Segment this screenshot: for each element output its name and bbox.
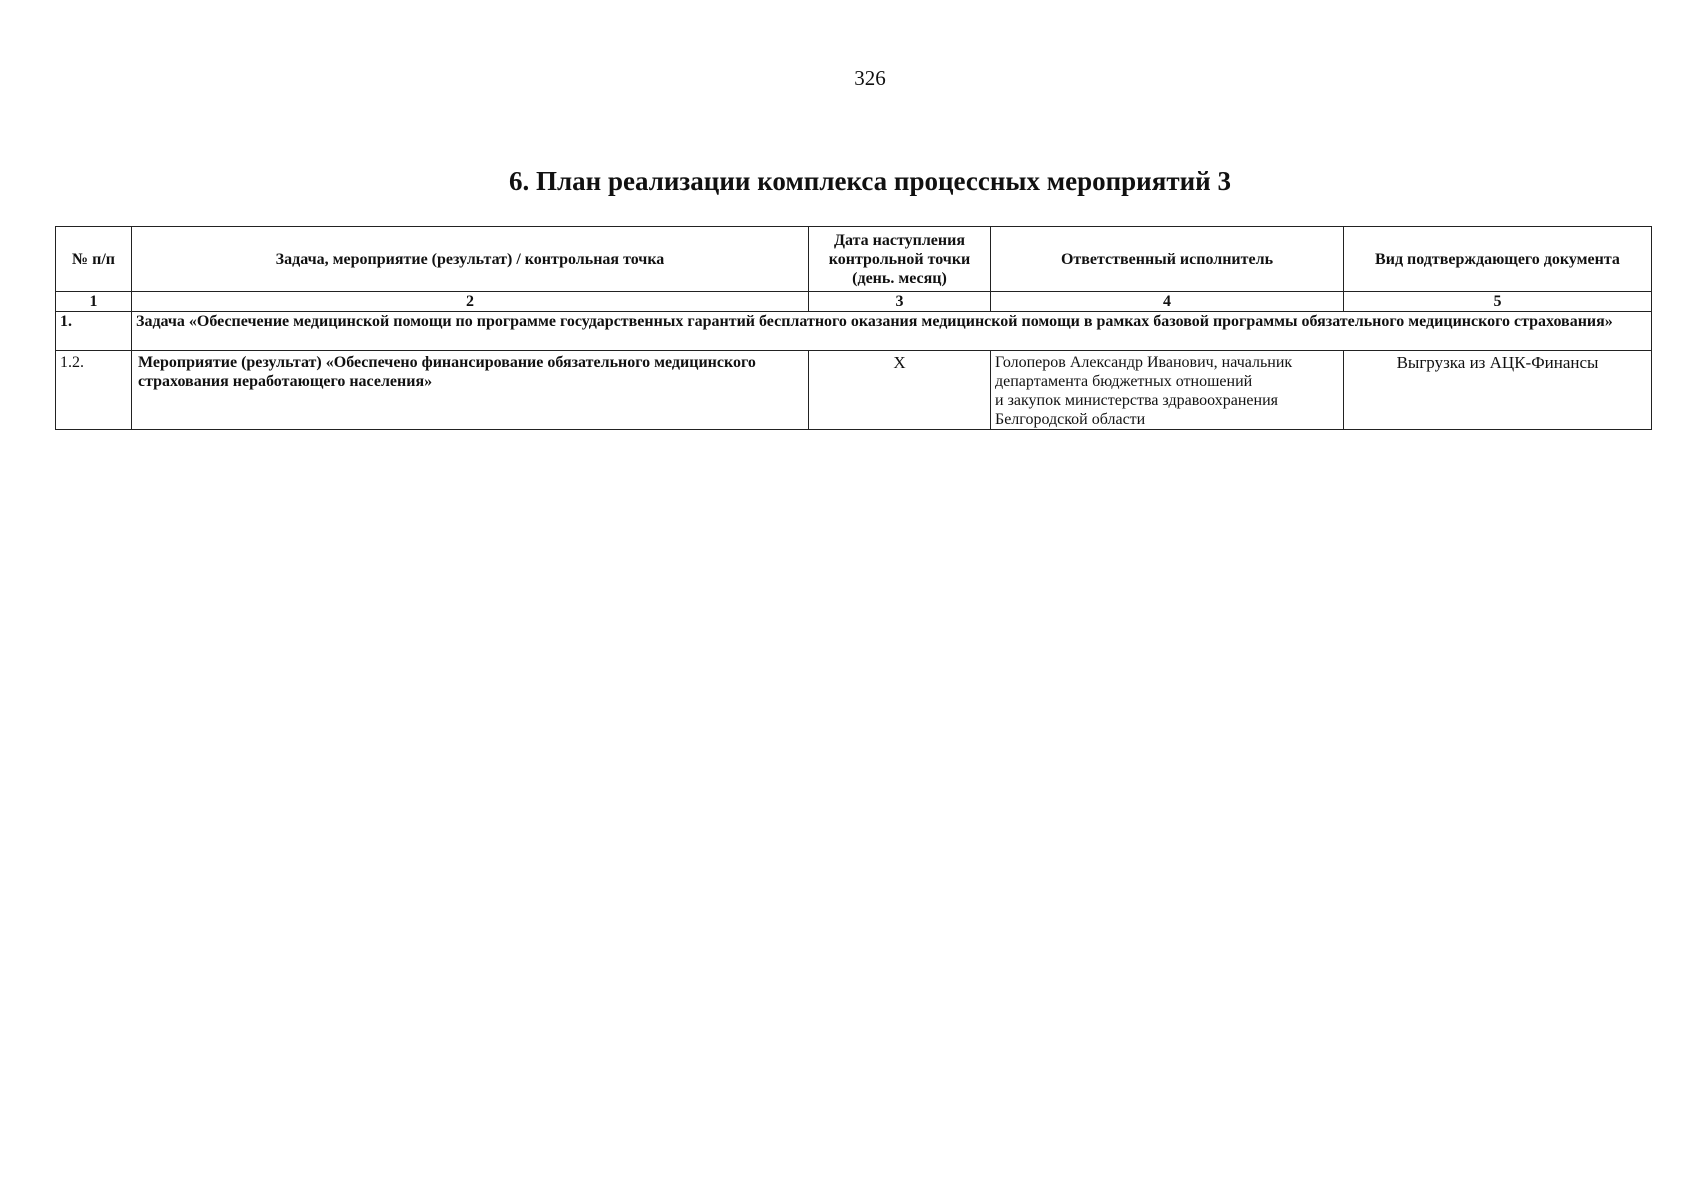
task-number: 1. xyxy=(56,312,132,351)
column-number-row xyxy=(56,292,1652,312)
column-number: 3 xyxy=(809,292,991,312)
column-number: 2 xyxy=(132,292,809,312)
header-cell-num: № п/п xyxy=(56,227,132,292)
activity-name: Мероприятие (результат) «Обеспечено финансирование обязательного медицинского страхования неработающего населения» xyxy=(132,351,809,430)
header-cell-date: Дата наступления контрольной точки (день. месяц) xyxy=(809,227,991,292)
activity-number: 1.2. xyxy=(56,351,132,430)
plan-table xyxy=(55,226,1652,430)
task-row xyxy=(56,312,1652,351)
page-number: 326 xyxy=(854,66,886,90)
header-row xyxy=(56,227,1652,292)
control-date: X xyxy=(809,351,991,430)
activity-row xyxy=(56,351,1652,430)
column-number: 5 xyxy=(1344,292,1652,312)
header-cell-document: Вид подтверждающего документа xyxy=(1344,227,1652,292)
confirming-document: Выгрузка из АЦК-Финансы xyxy=(1344,351,1652,430)
page-title: 6. План реализации комплекса процессных мероприятий 3 xyxy=(509,166,1231,196)
header-cell-executor: Ответственный исполнитель xyxy=(991,227,1344,292)
header-cell-task: Задача, мероприятие (результат) / контрольная точка xyxy=(132,227,809,292)
column-number: 4 xyxy=(991,292,1344,312)
task-text: Задача «Обеспечение медицинской помощи по программе государственных гарантий бесплатного оказания медицинской помощи в рамках базовой программы обязательного медицинского страхования» xyxy=(132,312,1652,351)
responsible-executor: Голоперов Александр Иванович, начальник департамента бюджетных отношений и закупок министерства здравоохранения Белгородской области xyxy=(991,351,1344,430)
column-number: 1 xyxy=(56,292,132,312)
